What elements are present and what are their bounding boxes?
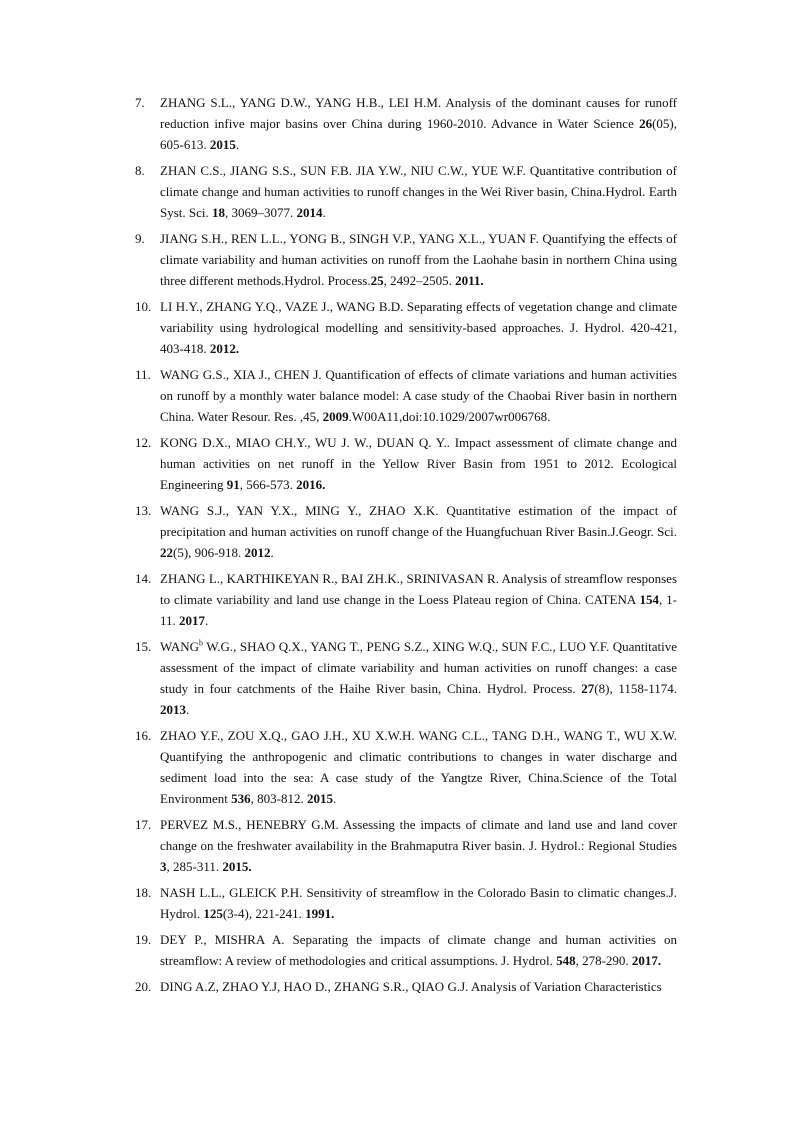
reference-segment: , 803-812. [250, 791, 307, 806]
reference-segment: (05), 605-613. [160, 116, 677, 152]
reference-segment: LI H.Y., ZHANG Y.Q., VAZE J., WANG B.D. Separating effects of vegetation change and climate variability using hydrological modelling and sensitivity-based approaches. J. Hydrol. 420-421, 403-418. [160, 299, 677, 356]
reference-segment: JIANG S.H., REN L.L., YONG B., SINGH V.P., YANG X.L., YUAN F. Quantifying the effects of climate variability and human activities on runoff from the Laohahe basin in northern China using three different methods.Hydrol. Process. [160, 231, 677, 288]
reference-bold-segment: 2015 [306, 791, 333, 806]
reference-bold-segment: 26 [639, 116, 653, 131]
reference-bold-segment: 2015 [209, 137, 236, 152]
reference-item [135, 636, 677, 720]
reference-bold-segment: 22 [160, 545, 173, 560]
reference-segment: WANG G.S., XIA J., CHEN J. Quantification of effects of climate variations and human activities on runoff by a monthly water balance model: A case study of the Chaobai River basin in northern China. Water Resour. Res. ,45, [160, 367, 677, 424]
reference-segment: . [332, 791, 337, 806]
reference-segment: ZHAN C.S., JIANG S.S., SUN F.B. JIA Y.W., NIU C.W., YUE W.F. Quantitative contribution of climate change and human activities to runoff changes in the Wei River basin, China.Hydrol. Earth Syst. Sci. [160, 163, 677, 220]
reference-text [160, 817, 677, 874]
reference-segment: DING A.Z, ZHAO Y.J, HAO D., ZHANG S.R., QIAO G.J. Analysis of Variation Characteristics [160, 979, 662, 994]
reference-segment: KONG D.X., MIAO CH.Y., WU J. W., DUAN Q. Y.. Impact assessment of climate change and human activities on net runoff in the Yellow River Basin from 1951 to 2012. Ecological Engineering [160, 435, 677, 492]
reference-number: 14. [135, 571, 152, 586]
reference-segment: DEY P., MISHRA A. Separating the impacts of climate change and human activities on streamflow: A review of methodologies and critical assumptions. J. Hydrol. [160, 932, 677, 968]
reference-text [160, 639, 677, 717]
reference-text [160, 299, 677, 356]
reference-bold-segment: 548 [556, 953, 576, 968]
reference-segment: . [270, 545, 274, 560]
reference-segment: (5), 906-918. [173, 545, 245, 560]
reference-number: 9. [135, 231, 145, 246]
reference-segment: , 2492–2505. [383, 273, 456, 288]
reference-bold-segment: 3 [160, 859, 167, 874]
reference-segment: . [186, 702, 190, 717]
reference-text [160, 435, 677, 492]
reference-list [135, 92, 677, 1002]
reference-segment: , 285-311. [166, 859, 223, 874]
reference-number: 19. [135, 932, 152, 947]
reference-segment: . [322, 205, 326, 220]
reference-segment: .W00A11,doi:10.1029/2007wr006768. [348, 409, 551, 424]
reference-item [135, 364, 677, 427]
reference-number: 13. [135, 503, 152, 518]
reference-bold-segment: 536 [231, 791, 251, 806]
reference-segment: NASH L.L., GLEICK P.H. Sensitivity of streamflow in the Colorado Basin to climatic changes.J. Hydrol. [160, 885, 677, 921]
reference-bold-segment: 2017 [179, 613, 206, 628]
reference-segment: ZHANG S.L., YANG D.W., YANG H.B., LEI H.M. Analysis of the dominant causes for runoff reduction infive major basins over China during 1960-2010. Advance in Water Science [160, 95, 677, 131]
reference-bold-segment: 2013 [160, 702, 186, 717]
reference-item [135, 160, 677, 223]
reference-bold-segment: 125 [203, 906, 223, 921]
reference-bold-segment: 91 [226, 477, 240, 492]
reference-item [135, 92, 677, 155]
reference-text [160, 367, 677, 424]
reference-text [160, 503, 677, 560]
reference-number: 7. [135, 95, 145, 110]
reference-segment: , 3069–3077. [225, 205, 297, 220]
reference-segment: , 566-573. [239, 477, 297, 492]
reference-segment: WANG [160, 639, 199, 654]
reference-bold-segment: 25 [370, 273, 384, 288]
reference-item [135, 814, 677, 877]
reference-number: 15. [135, 639, 152, 654]
reference-bold-segment: 2014 [296, 205, 323, 220]
reference-bold-segment: 18 [212, 205, 226, 220]
reference-item [135, 882, 677, 924]
reference-superscript: b [199, 638, 203, 648]
reference-text [160, 571, 677, 628]
reference-text [160, 163, 677, 220]
reference-segment: . [235, 137, 240, 152]
reference-item [135, 929, 677, 971]
reference-segment: . [205, 613, 209, 628]
reference-segment: , 278-290. [575, 953, 632, 968]
reference-item [135, 500, 677, 563]
reference-number: 20. [135, 979, 152, 994]
reference-text [160, 95, 677, 152]
reference-number: 18. [135, 885, 152, 900]
reference-text [160, 728, 677, 806]
reference-number: 16. [135, 728, 152, 743]
reference-number: 10. [135, 299, 152, 314]
reference-segment: ZHAO Y.F., ZOU X.Q., GAO J.H., XU X.W.H. WANG C.L., TANG D.H., WANG T., WU X.W. Quantifying the anthropogenic and climatic contributions to changes in water discharge and sediment load into the sea: A case study of the Yangtze River, China.Science of the Total Environment [160, 728, 677, 806]
reference-number: 8. [135, 163, 145, 178]
reference-number: 11. [135, 367, 151, 382]
reference-item [135, 725, 677, 809]
reference-item [135, 432, 677, 495]
reference-text [160, 885, 677, 921]
reference-number: 17. [135, 817, 152, 832]
reference-bold-segment: 2012 [244, 545, 271, 560]
reference-bold-segment: 27 [581, 681, 595, 696]
reference-bold-segment: 2015. [222, 859, 252, 874]
reference-bold-segment: 2011. [455, 273, 484, 288]
reference-item [135, 568, 677, 631]
reference-bold-segment: 2009 [322, 409, 349, 424]
reference-text [160, 932, 677, 968]
reference-segment: W.G., SHAO Q.X., YANG T., PENG S.Z., XING W.Q., SUN F.C., LUO Y.F. Quantitative assessment of the impact of climate variability and human activities on runoff changes: a case study in four catchments of the Haihe River basin, China. Hydrol. Process. [160, 639, 677, 696]
reference-bold-segment: 2016. [296, 477, 326, 492]
reference-segment: WANG S.J., YAN Y.X., MING Y., ZHAO X.K. Quantitative estimation of the impact of precipitation and human activities on runoff change of the Huangfuchuan River Basin.J.Geogr. Sci. [160, 503, 677, 539]
reference-bold-segment: 2017. [631, 953, 662, 968]
reference-bold-segment: 1991. [305, 906, 335, 921]
reference-segment: (8), 1158-1174. [594, 681, 677, 696]
reference-item [135, 228, 677, 291]
reference-text [160, 979, 662, 994]
reference-segment: ZHANG L., KARTHIKEYAN R., BAI ZH.K., SRINIVASAN R. Analysis of streamflow responses to climate variability and land use change in the Loess Plateau region of China. CATENA [160, 571, 677, 607]
reference-segment: , 1-11. [160, 592, 677, 628]
reference-item [135, 296, 677, 359]
reference-segment: (3-4), 221-241. [222, 906, 306, 921]
reference-text [160, 231, 677, 288]
reference-number: 12. [135, 435, 152, 450]
reference-bold-segment: 2012. [209, 341, 240, 356]
reference-item [135, 976, 677, 997]
reference-segment: PERVEZ M.S., HENEBRY G.M. Assessing the impacts of climate and land use and land cover change on the freshwater availability in the Brahmaputra River basin. J. Hydrol.: Regional Studies [160, 817, 677, 853]
reference-bold-segment: 154 [639, 592, 659, 607]
